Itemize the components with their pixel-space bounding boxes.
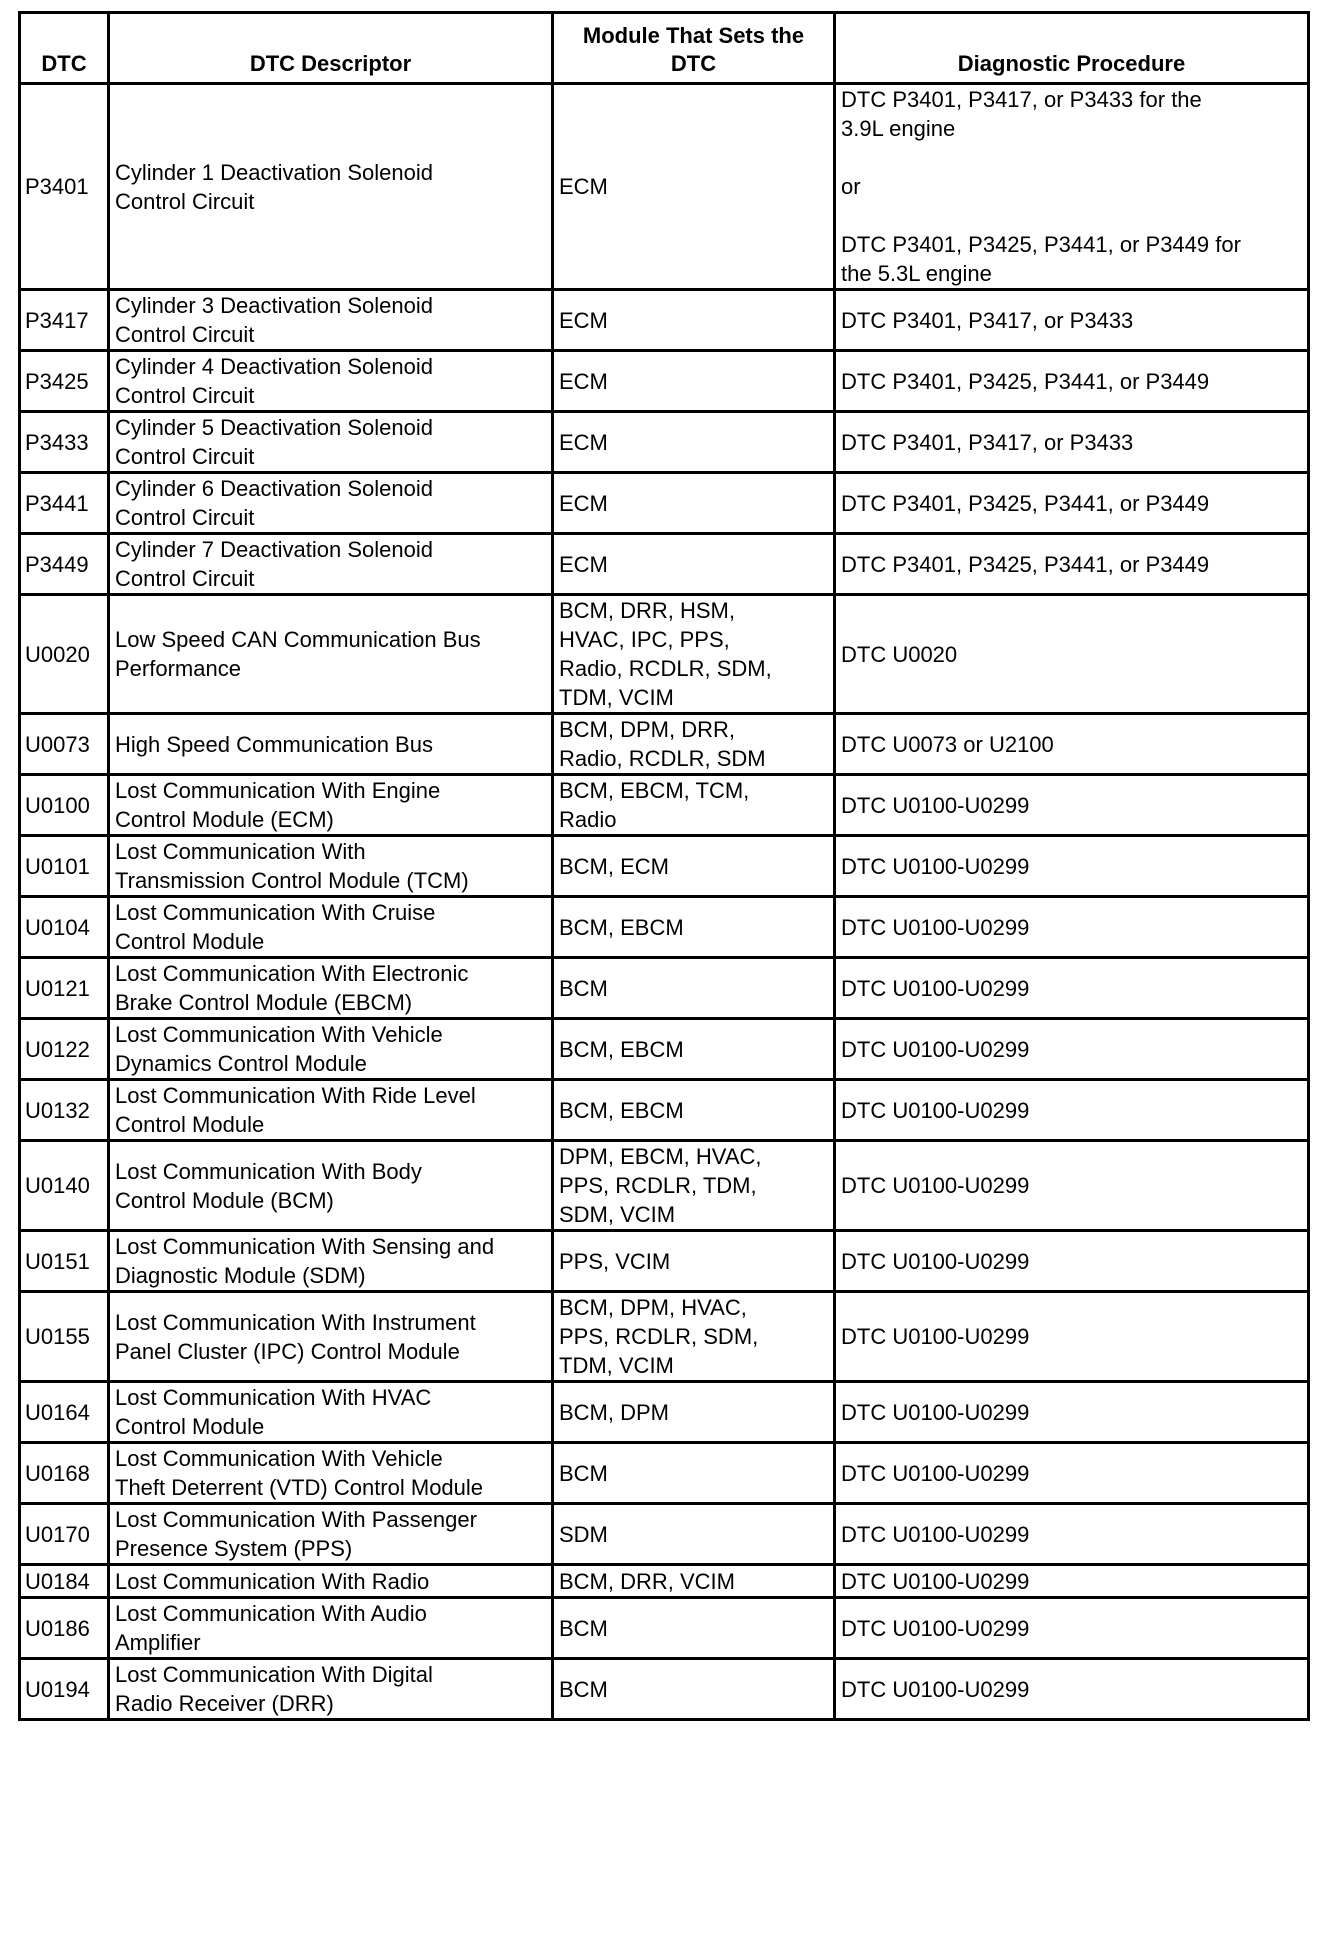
cell-dtc: U0104 xyxy=(20,897,109,958)
cell-descriptor: Lost Communication With Sensing and Diagnostic Module (SDM) xyxy=(109,1231,553,1292)
cell-procedure: DTC U0100-U0299 xyxy=(835,1080,1309,1141)
cell-procedure: DTC P3401, P3425, P3441, or P3449 xyxy=(835,534,1309,595)
table-row xyxy=(20,534,1309,595)
cell-descriptor: Lost Communication With Vehicle Dynamics Control Module xyxy=(109,1019,553,1080)
cell-dtc: U0168 xyxy=(20,1443,109,1504)
cell-dtc: U0100 xyxy=(20,775,109,836)
cell-procedure: DTC U0100-U0299 xyxy=(835,1659,1309,1720)
cell-procedure: DTC U0073 or U2100 xyxy=(835,714,1309,775)
cell-descriptor: Lost Communication With Digital Radio Receiver (DRR) xyxy=(109,1659,553,1720)
cell-dtc: P3401 xyxy=(20,84,109,290)
cell-module: BCM, EBCM, TCM, Radio xyxy=(553,775,835,836)
cell-module: BCM, DPM, DRR, Radio, RCDLR, SDM xyxy=(553,714,835,775)
table-row xyxy=(20,412,1309,473)
cell-descriptor: Lost Communication With Audio Amplifier xyxy=(109,1598,553,1659)
cell-descriptor: Lost Communication With Passenger Presence System (PPS) xyxy=(109,1504,553,1565)
header-descriptor: DTC Descriptor xyxy=(109,13,553,84)
cell-module: ECM xyxy=(553,84,835,290)
cell-procedure: DTC P3401, P3417, or P3433 for the 3.9L engine or DTC P3401, P3425, P3441, or P3449 for the 5.3L engine xyxy=(835,84,1309,290)
cell-module: BCM xyxy=(553,1443,835,1504)
cell-descriptor: Cylinder 6 Deactivation Solenoid Control Circuit xyxy=(109,473,553,534)
cell-dtc: U0122 xyxy=(20,1019,109,1080)
cell-module: BCM, EBCM xyxy=(553,897,835,958)
cell-dtc: U0121 xyxy=(20,958,109,1019)
cell-module: BCM xyxy=(553,1659,835,1720)
cell-procedure: DTC U0100-U0299 xyxy=(835,897,1309,958)
dtc-table xyxy=(18,11,1310,1721)
cell-dtc: P3425 xyxy=(20,351,109,412)
cell-descriptor: Lost Communication With Radio xyxy=(109,1565,553,1598)
table-row xyxy=(20,1598,1309,1659)
table-row xyxy=(20,473,1309,534)
table-row xyxy=(20,1141,1309,1231)
cell-procedure: DTC U0020 xyxy=(835,595,1309,714)
cell-module: BCM, DRR, VCIM xyxy=(553,1565,835,1598)
table-row xyxy=(20,1504,1309,1565)
header-procedure: Diagnostic Procedure xyxy=(835,13,1309,84)
cell-procedure: DTC U0100-U0299 xyxy=(835,1292,1309,1382)
cell-procedure: DTC U0100-U0299 xyxy=(835,1141,1309,1231)
cell-procedure: DTC U0100-U0299 xyxy=(835,836,1309,897)
cell-dtc: P3441 xyxy=(20,473,109,534)
cell-descriptor: Lost Communication With Cruise Control Module xyxy=(109,897,553,958)
cell-dtc: U0170 xyxy=(20,1504,109,1565)
cell-module: ECM xyxy=(553,351,835,412)
cell-module: ECM xyxy=(553,290,835,351)
table-row xyxy=(20,290,1309,351)
table-row xyxy=(20,595,1309,714)
header-module: Module That Sets the DTC xyxy=(553,13,835,84)
table-row xyxy=(20,1019,1309,1080)
cell-procedure: DTC U0100-U0299 xyxy=(835,958,1309,1019)
cell-procedure: DTC U0100-U0299 xyxy=(835,1565,1309,1598)
cell-dtc: U0151 xyxy=(20,1231,109,1292)
table-row xyxy=(20,84,1309,290)
cell-descriptor: Lost Communication With HVAC Control Module xyxy=(109,1382,553,1443)
cell-descriptor: Lost Communication With Transmission Control Module (TCM) xyxy=(109,836,553,897)
cell-procedure: DTC P3401, P3425, P3441, or P3449 xyxy=(835,351,1309,412)
cell-module: ECM xyxy=(553,534,835,595)
cell-descriptor: Cylinder 3 Deactivation Solenoid Control Circuit xyxy=(109,290,553,351)
cell-procedure: DTC U0100-U0299 xyxy=(835,1382,1309,1443)
cell-dtc: U0155 xyxy=(20,1292,109,1382)
cell-dtc: U0020 xyxy=(20,595,109,714)
table-row xyxy=(20,714,1309,775)
cell-procedure: DTC P3401, P3417, or P3433 xyxy=(835,290,1309,351)
cell-procedure: DTC P3401, P3417, or P3433 xyxy=(835,412,1309,473)
cell-dtc: U0186 xyxy=(20,1598,109,1659)
document-page xyxy=(18,11,1307,1721)
cell-descriptor: Lost Communication With Instrument Panel Cluster (IPC) Control Module xyxy=(109,1292,553,1382)
cell-dtc: U0184 xyxy=(20,1565,109,1598)
table-row xyxy=(20,1231,1309,1292)
cell-procedure: DTC U0100-U0299 xyxy=(835,1443,1309,1504)
cell-descriptor: Cylinder 4 Deactivation Solenoid Control Circuit xyxy=(109,351,553,412)
table-row xyxy=(20,1382,1309,1443)
cell-module: BCM, EBCM xyxy=(553,1019,835,1080)
table-header-row xyxy=(20,13,1309,84)
cell-descriptor: Low Speed CAN Communication Bus Performance xyxy=(109,595,553,714)
cell-module: BCM, EBCM xyxy=(553,1080,835,1141)
cell-module: BCM, DPM, HVAC, PPS, RCDLR, SDM, TDM, VCIM xyxy=(553,1292,835,1382)
table-row xyxy=(20,775,1309,836)
table-row xyxy=(20,1080,1309,1141)
cell-procedure: DTC U0100-U0299 xyxy=(835,1598,1309,1659)
table-row xyxy=(20,897,1309,958)
cell-module: BCM, ECM xyxy=(553,836,835,897)
cell-procedure: DTC U0100-U0299 xyxy=(835,775,1309,836)
cell-descriptor: Lost Communication With Engine Control Module (ECM) xyxy=(109,775,553,836)
table-row xyxy=(20,958,1309,1019)
table-row xyxy=(20,1565,1309,1598)
cell-module: BCM xyxy=(553,1598,835,1659)
cell-procedure: DTC P3401, P3425, P3441, or P3449 xyxy=(835,473,1309,534)
cell-module: BCM xyxy=(553,958,835,1019)
cell-dtc: U0132 xyxy=(20,1080,109,1141)
table-body xyxy=(20,84,1309,1720)
cell-module: ECM xyxy=(553,412,835,473)
cell-dtc: P3433 xyxy=(20,412,109,473)
cell-module: ECM xyxy=(553,473,835,534)
table-row xyxy=(20,1443,1309,1504)
cell-module: BCM, DRR, HSM, HVAC, IPC, PPS, Radio, RCDLR, SDM, TDM, VCIM xyxy=(553,595,835,714)
cell-dtc: U0164 xyxy=(20,1382,109,1443)
cell-descriptor: Cylinder 7 Deactivation Solenoid Control Circuit xyxy=(109,534,553,595)
cell-descriptor: Lost Communication With Ride Level Control Module xyxy=(109,1080,553,1141)
table-row xyxy=(20,351,1309,412)
cell-procedure: DTC U0100-U0299 xyxy=(835,1019,1309,1080)
cell-dtc: U0073 xyxy=(20,714,109,775)
header-dtc: DTC xyxy=(20,13,109,84)
cell-dtc: U0101 xyxy=(20,836,109,897)
cell-module: PPS, VCIM xyxy=(553,1231,835,1292)
cell-dtc: U0140 xyxy=(20,1141,109,1231)
table-row xyxy=(20,1292,1309,1382)
cell-descriptor: Cylinder 1 Deactivation Solenoid Control Circuit xyxy=(109,84,553,290)
cell-descriptor: Lost Communication With Body Control Module (BCM) xyxy=(109,1141,553,1231)
cell-procedure: DTC U0100-U0299 xyxy=(835,1231,1309,1292)
cell-dtc: P3449 xyxy=(20,534,109,595)
cell-descriptor: High Speed Communication Bus xyxy=(109,714,553,775)
cell-dtc: P3417 xyxy=(20,290,109,351)
cell-module: DPM, EBCM, HVAC, PPS, RCDLR, TDM, SDM, VCIM xyxy=(553,1141,835,1231)
cell-descriptor: Lost Communication With Vehicle Theft Deterrent (VTD) Control Module xyxy=(109,1443,553,1504)
cell-dtc: U0194 xyxy=(20,1659,109,1720)
table-row xyxy=(20,836,1309,897)
cell-module: BCM, DPM xyxy=(553,1382,835,1443)
cell-module: SDM xyxy=(553,1504,835,1565)
cell-descriptor: Lost Communication With Electronic Brake Control Module (EBCM) xyxy=(109,958,553,1019)
table-row xyxy=(20,1659,1309,1720)
cell-procedure: DTC U0100-U0299 xyxy=(835,1504,1309,1565)
cell-descriptor: Cylinder 5 Deactivation Solenoid Control Circuit xyxy=(109,412,553,473)
